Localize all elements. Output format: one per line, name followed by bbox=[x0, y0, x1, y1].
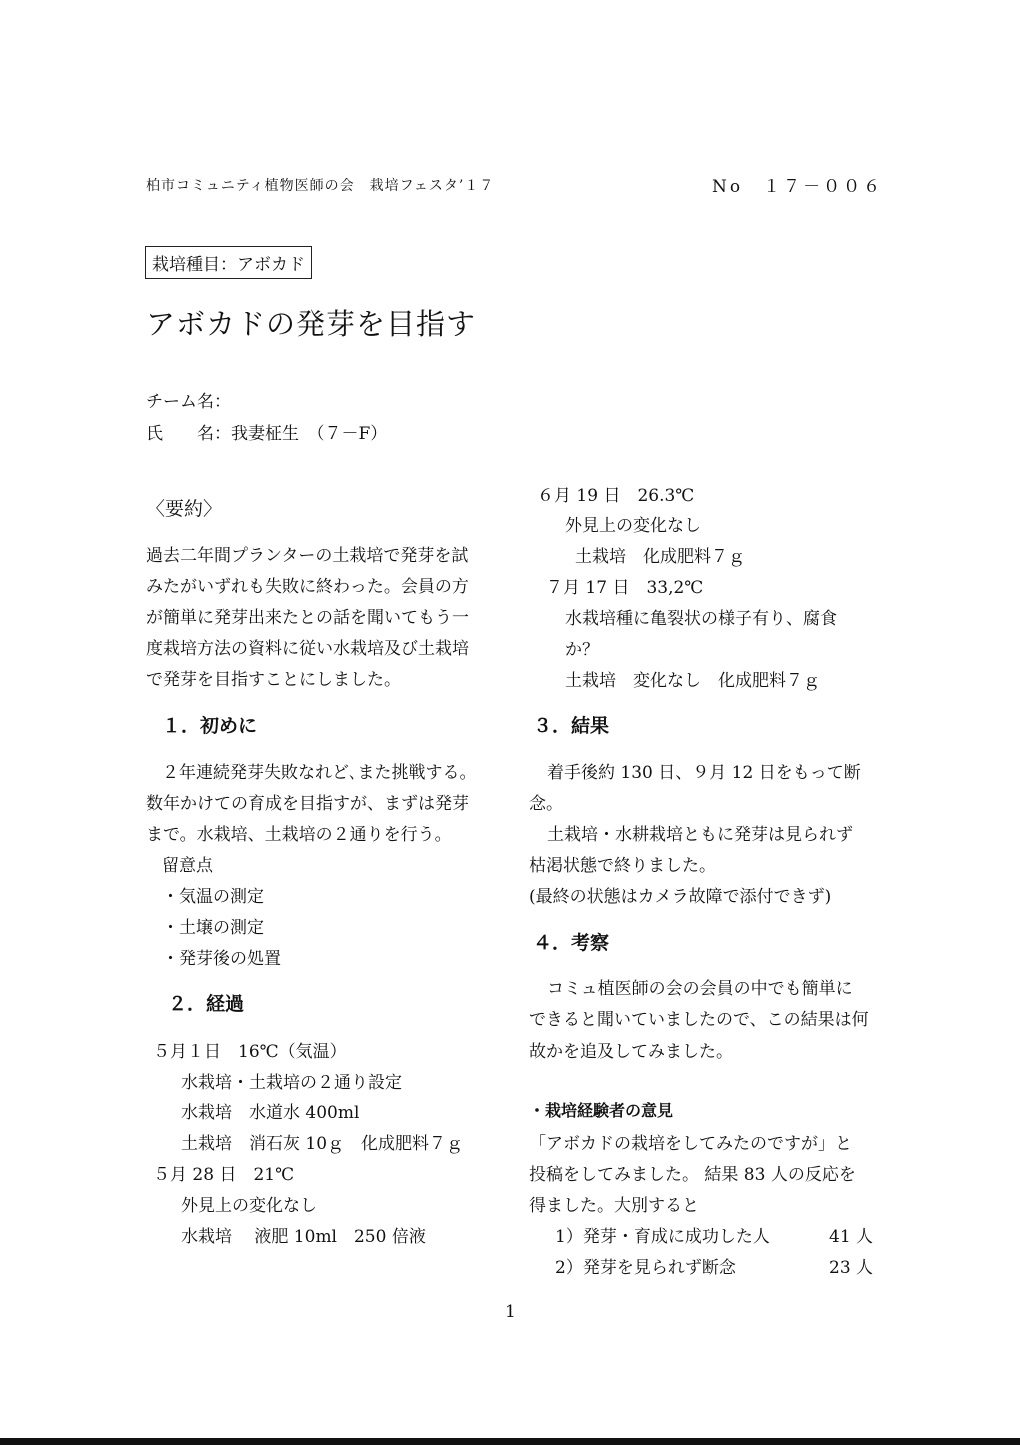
progress-line: 水栽培 水道水 400ml bbox=[181, 1103, 360, 1123]
document-number: No １７－００６ bbox=[712, 177, 884, 197]
progress-line: 水栽培種に亀裂状の様子有り、腐食 bbox=[565, 609, 837, 629]
intro-bullet: ・土壌の測定 bbox=[162, 918, 264, 938]
progress-date: ５月 28 日 21℃ bbox=[153, 1165, 295, 1185]
team-label: チーム名： bbox=[146, 392, 231, 412]
progress-line: 土栽培 変化なし 化成肥料７ｇ bbox=[565, 671, 820, 691]
intro-line: まで。水栽培、土栽培の２通りを行う。 bbox=[146, 825, 452, 845]
progress-line: か？ bbox=[565, 640, 599, 660]
organization-header: 柏市コミュニティ植物医師の会 栽培フェスタ’１７ bbox=[146, 178, 495, 194]
section-heading-intro: １．初めに bbox=[162, 715, 258, 737]
summary-heading: 〈要約〉 bbox=[146, 498, 223, 520]
intro-line: 留意点 bbox=[162, 856, 213, 876]
progress-line: 土栽培 消石灰 10ｇ 化成肥料７ｇ bbox=[181, 1134, 464, 1154]
discussion-line: コミュ植医師の会の会員の中でも簡単に bbox=[547, 979, 853, 999]
progress-line: 土栽培 化成肥料７ｇ bbox=[575, 547, 745, 567]
bottom-border bbox=[0, 1438, 1020, 1445]
progress-line: 水栽培 液肥 10ml 250 倍液 bbox=[181, 1227, 426, 1247]
discussion-line: 得ました。大別すると bbox=[529, 1196, 699, 1216]
intro-line: ２年連続発芽失敗なれど､また挑戦する。 bbox=[162, 763, 477, 783]
progress-line: 外見上の変化なし bbox=[181, 1196, 317, 1216]
progress-line: 外見上の変化なし bbox=[565, 516, 701, 536]
discussion-line: 投稿をしてみました。 結果 83 人の反応を bbox=[529, 1165, 856, 1185]
survey-item-count: 41 人 bbox=[829, 1227, 874, 1247]
progress-line: 水栽培・土栽培の２通り設定 bbox=[181, 1073, 402, 1093]
summary-line: みたがいずれも失敗に終わった。会員の方 bbox=[146, 577, 469, 597]
intro-line: 数年かけての育成を目指すが、まずは発芽 bbox=[146, 794, 469, 814]
summary-line: で発芽を目指すことにしました。 bbox=[146, 670, 401, 690]
results-line: (最終の状態はカメラ故障で添付できず) bbox=[529, 887, 832, 907]
page-title: アボカドの発芽を目指す bbox=[146, 307, 477, 341]
progress-date: ５月１日 16℃（気温） bbox=[153, 1042, 347, 1062]
discussion-line: 故かを追及してみました。 bbox=[529, 1042, 733, 1062]
progress-date: ７月 17 日 33,2℃ bbox=[546, 578, 704, 598]
progress-date: ６月 19 日 26.3℃ bbox=[537, 486, 695, 506]
section-heading-discussion: ４．考察 bbox=[533, 932, 610, 954]
section-heading-results: ３．結果 bbox=[533, 715, 610, 737]
results-line: 念。 bbox=[529, 794, 563, 814]
discussion-subheading: ・栽培経験者の意見 bbox=[529, 1101, 674, 1120]
summary-line: が簡単に発芽出来たとの話を聞いてもう一 bbox=[146, 608, 469, 628]
discussion-line: できると聞いていましたので、この結果は何 bbox=[529, 1010, 869, 1030]
author-name: 氏 名：我妻柾生 （７－F） bbox=[146, 424, 388, 444]
summary-line: 度栽培方法の資料に従い水栽培及び土栽培 bbox=[146, 639, 469, 659]
discussion-line: 「アボカドの栽培をしてみたのですが」と bbox=[529, 1134, 852, 1154]
results-line: 着手後約 130 日、９月 12 日をもって断 bbox=[547, 763, 861, 783]
section-heading-progress: ２．経過 bbox=[168, 993, 245, 1015]
survey-item-label: 1）発芽・育成に成功した人 bbox=[555, 1227, 770, 1247]
summary-line: 過去二年間プランターの土栽培で発芽を試 bbox=[146, 546, 469, 566]
intro-bullet: ・発芽後の処置 bbox=[162, 949, 281, 969]
intro-bullet: ・気温の測定 bbox=[162, 887, 264, 907]
survey-item-count: 23 人 bbox=[829, 1258, 874, 1278]
category-box: 栽培種目：アボカド bbox=[145, 246, 312, 279]
page-number: 1 bbox=[505, 1302, 516, 1322]
results-line: 枯渇状態で終りました。 bbox=[529, 856, 716, 876]
survey-item-label: 2）発芽を見られず断念 bbox=[555, 1258, 736, 1278]
results-line: 土栽培・水耕栽培ともに発芽は見られず bbox=[547, 825, 853, 845]
